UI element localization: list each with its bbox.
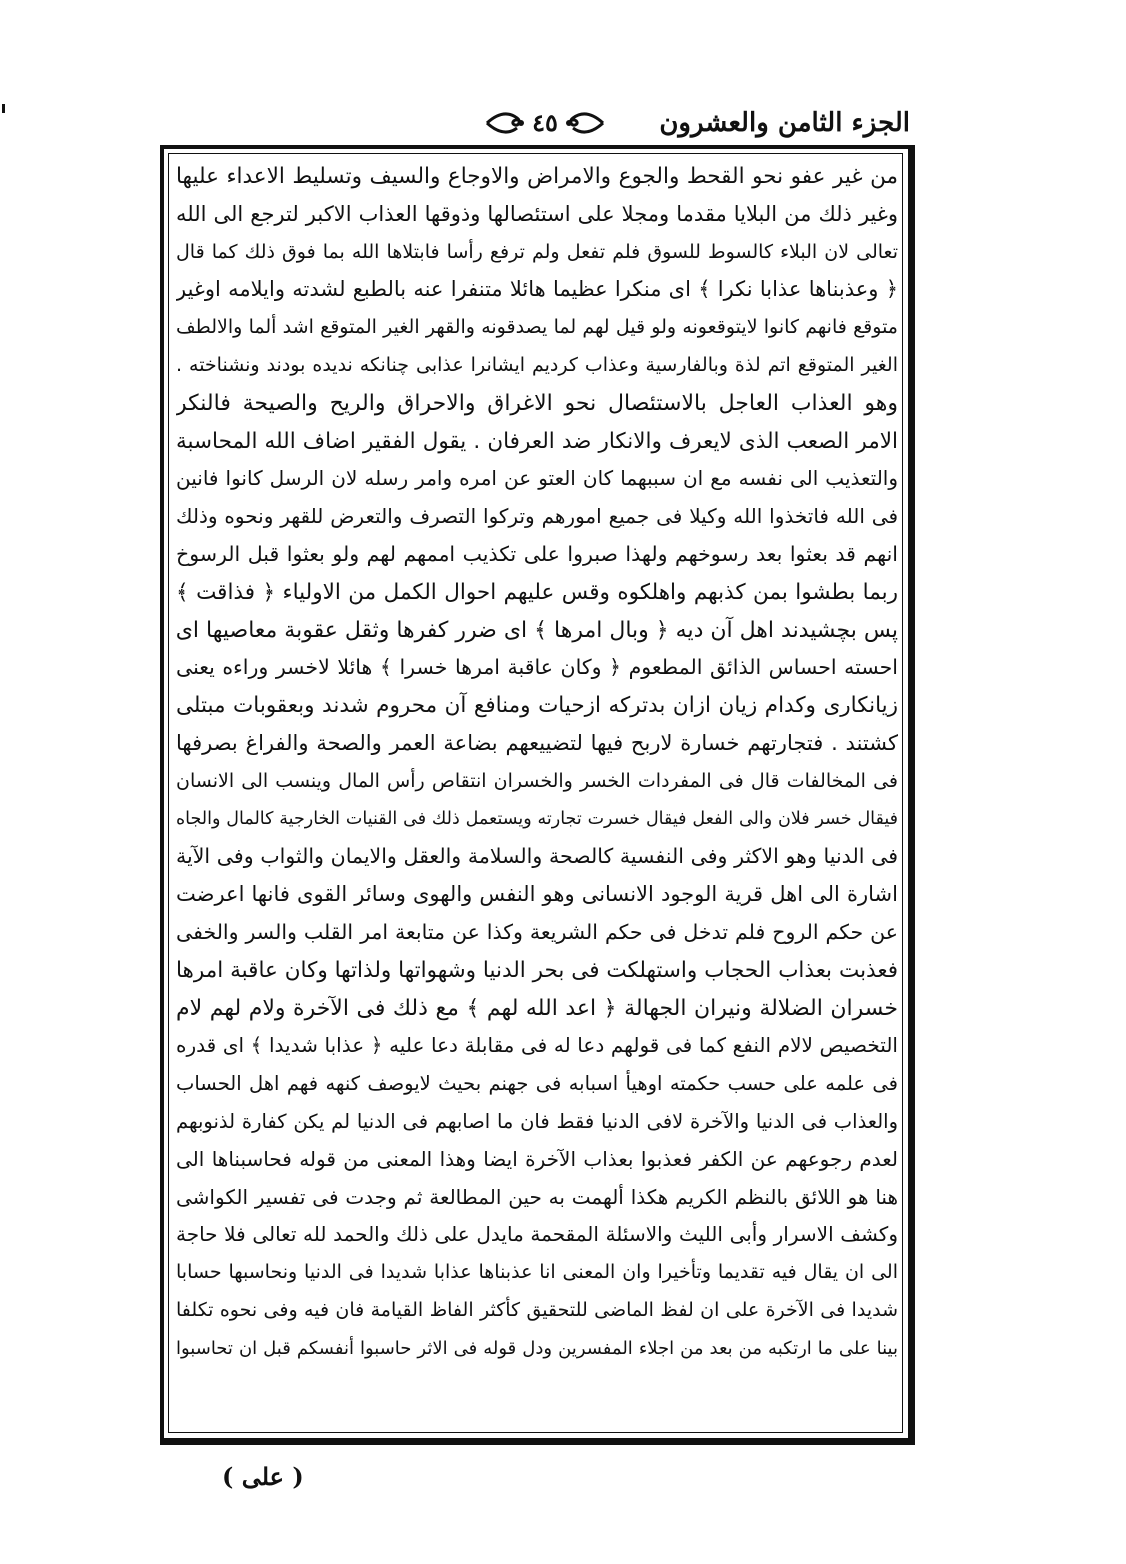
text-line: خسران الضلالة ونيران الجهالة ﴿ اعد الله لهم ﴾ مع ذلك فى الآخرة ولام لهم لام <box>176 995 898 1021</box>
text-line: لعدم رجوعهم عن الكفر فعذبوا بعذاب الآخرة ايضا وهذا المعنى من قوله فحاسبناها الى <box>176 1146 898 1171</box>
text-line: وكشف الاسرار وأبى الليث والاسئلة المقحمة مايدل على ذلك والحمد لله تعالى فلا حاجة <box>176 1222 898 1247</box>
text-line: من غير عفو نحو القحط والجوع والامراض والاوجاع والسيف وتسليط الاعداء عليها <box>176 164 898 189</box>
text-line: الغير المتوقع اتم لذة وبالفارسية وعذاب كرديم ايشانرا عذابى چنانكه نديده بودند ونشناخته . <box>176 353 898 376</box>
text-line: ﴿ وعذبناها عذابا نكرا ﴾ اى منكرا عظيما هائلا متنفرا عنه بالطبع لشدته وايلامه اوغير <box>176 277 898 302</box>
text-line: زيانكارى وكدام زيان ازان بدتركه ازحيات ومنافع آن محروم شدند وبعقوبات مبتلى <box>176 693 898 719</box>
page-number-ornament <box>485 106 605 140</box>
text-line: تعالى لان البلاء كالسوط للسوق فلم تفعل ولم ترفع رأسا فابتلاها الله بما فوق ذلك كما قال <box>176 240 898 263</box>
running-title: الجزء الثامن والعشرون <box>659 108 910 138</box>
text-line: فعذبت بعذاب الحجاب واستهلكت فى بحر الدنيا وشهواتها ولذاتها وكان عاقبة امرها <box>176 957 898 983</box>
text-line: فى المخالفات قال فى المفردات الخسر والخسران انتقاص رأس المال وينسب الى الانسان <box>176 769 898 792</box>
main-text-block <box>176 158 898 1430</box>
text-line: پس بچشيدند اهل آن ديه ﴿ وبال امرها ﴾ اى ضرر كفرها وثقل عقوبة معاصيها اى <box>176 617 898 643</box>
text-line: فى الدنيا وهو الاكثر وفى النفسية كالصحة والسلامة والعقل والايمان والثواب وفى الآية <box>176 844 898 869</box>
text-line: وهو العذاب العاجل بالاستئصال نحو الاغراق والاحراق والريح والصيحة فالنكر <box>176 390 898 416</box>
text-line: عن حكم الروح فلم تدخل فى حكم الشريعة وكذا عن متابعة امر القلب والسر والخفى <box>176 919 898 944</box>
text-line: بينا على ما ارتكبه من بعد من اجلاء المفسرين ودل قوله فى الاثر حاسبوا أنفسكم قبل ان تحاسبوا <box>176 1337 898 1359</box>
text-line: فى الله فاتخذوا الله وكيلا فى جميع امورهم وتركوا التصرف والتعرض للقهر ونحوه وذلك <box>176 504 898 529</box>
margin-mark <box>2 104 5 113</box>
text-line: فى علمه على حسب حكمته اوهيأ اسبابه فى جهنم بحيث لايوصف كنهه فهم اهل الحساب <box>176 1072 898 1096</box>
text-line: متوقع فانهم كانوا لايتوقعونه ولو قيل لهم لما يصدقونه والقهر الغير المتوقع اشد ألما والالطف <box>176 316 898 339</box>
text-line: والعذاب فى الدنيا والآخرة لافى الدنيا فقط فان ما اصابهم فى الدنيا لم يكن كفارة لذنوبهم <box>176 1109 898 1133</box>
text-line: وغير ذلك من البلايا مقدما ومجلا على استئصالها وذوقها العذاب الاكبر لترجع الى الله <box>176 201 898 226</box>
text-line: هنا هو اللائق بالنظم الكريم هكذا ألهمت به حين المطالعة ثم وجدت فى تفسير الكواشى <box>176 1184 898 1209</box>
text-line: الامر الصعب الذى لايعرف والانكار ضد العرفان . يقول الفقير اضاف الله المحاسبة <box>176 428 898 454</box>
catchword: ( على ) <box>222 1462 304 1491</box>
text-line: ربما بطشوا بمن كذبهم واهلكوه وقس عليهم احوال الكمل من الاولياء ﴿ فذاقت ﴾ <box>176 579 898 605</box>
text-line: احسته احساس الذائق المطعوم ﴿ وكان عاقبة امرها خسرا ﴾ هائلا لاخسر وراءه يعنى <box>176 655 898 680</box>
text-line: فيقال خسر فلان والى الفعل فيقال خسرت تجارته ويستعمل ذلك فى القنيات الخارجية كالمال والجاه <box>176 808 898 829</box>
page-header <box>175 106 910 146</box>
text-line: الى ان يقال فيه تقديما وتأخيرا وان المعنى انا عذبناها عذابا شديدا فى الدنيا ونحاسبها حسابا <box>176 1261 898 1284</box>
text-line: شديدا فى الآخرة على ان لفظ الماضى للتحقيق كأكثر الفاظ القيامة فان فيه وفى نحوه تكلفا <box>176 1298 898 1321</box>
text-line: كشتند . فتجارتهم خسارة لاربح فيها لتضييعهم بضاعة العمر والصحة والفراغ بصرفها <box>176 730 898 755</box>
text-line: التخصيص لالام النفع كما فى قولهم دعا له فى مقابلة دعا عليه ﴿ عذابا شديدا ﴾ اى قدره <box>176 1033 898 1058</box>
text-line: والتعذيب الى نفسه مع ان سببهما كان العتو عن امره وامر رسله لان الرسل كانوا فانين <box>176 466 898 491</box>
page-number: ٤٥ <box>532 108 558 137</box>
text-line: انهم قد بعثوا بعد رسوخهم ولهذا صبروا على تكذيب اممهم لهم ولو بعثوا قبل الرسوخ <box>176 541 898 566</box>
text-line: اشارة الى اهل قرية الوجود الانسانى وهو النفس والهوى وسائر القوى فانها اعرضت <box>176 882 898 907</box>
